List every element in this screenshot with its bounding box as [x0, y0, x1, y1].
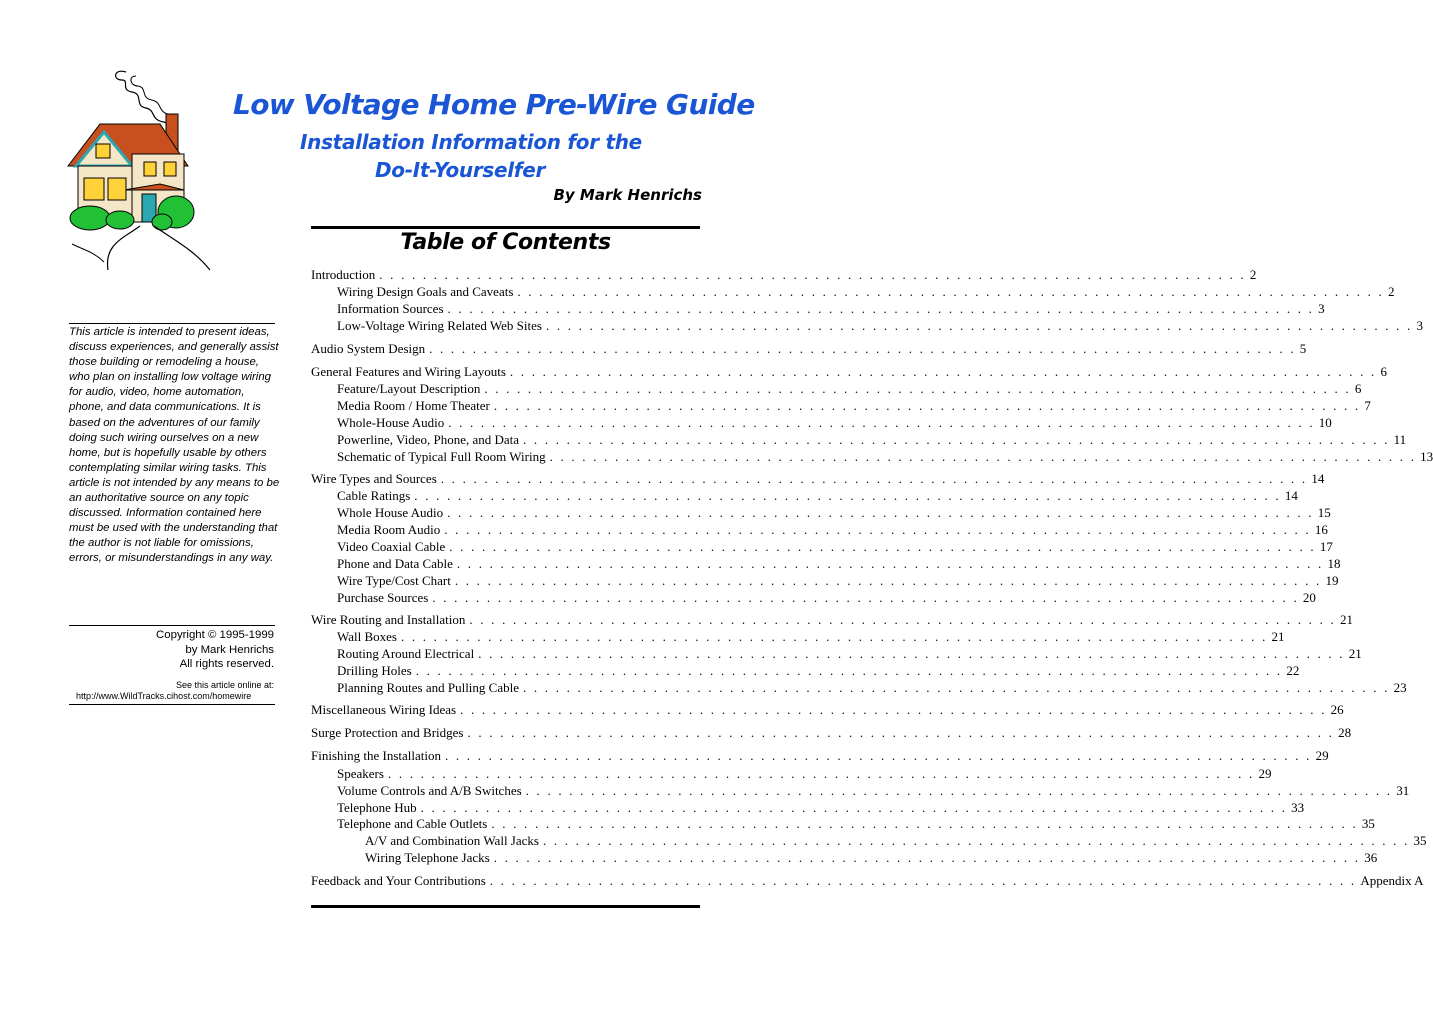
toc-entry-label: Telephone and Cable Outlets [337, 816, 488, 831]
toc-entry[interactable] [337, 766, 1272, 782]
toc-leader-dots: . . . . . . . . . . . . . . . . . . . . . . . . . . . . . . . . . . . . . . . . . . . . . . . . . . . . . . . . . . . . . . . . . . . . . . . . . . . . . . . . [387, 766, 1255, 781]
toc-leader-dots: . . . . . . . . . . . . . . . . . . . . . . . . . . . . . . . . . . . . . . . . . . . . . . . . . . . . . . . . . . . . . . . . . . . . . . . . . . . . . . . . [456, 556, 1324, 571]
house-icon [64, 66, 239, 271]
toc-entry[interactable] [337, 505, 1331, 521]
toc-entry-page: 21 [1271, 629, 1285, 644]
toc-entry-page: 21 [1339, 612, 1353, 627]
toc-entry-label: Low-Voltage Wiring Related Web Sites [337, 318, 542, 333]
toc-entry[interactable] [311, 267, 1257, 283]
toc-leader-dots: . . . . . . . . . . . . . . . . . . . . . . . . . . . . . . . . . . . . . . . . . . . . . . . . . . . . . . . . . . . . . . . . . . . . . . . . . . . . . . . . [523, 680, 1390, 695]
toc-entry-page: 5 [1299, 341, 1307, 356]
toc-entry-label: Speakers [337, 766, 384, 781]
toc-entry-label: Wire Routing and Installation [311, 612, 466, 627]
toc-entry[interactable] [337, 522, 1328, 538]
toc-entry-label: Feedback and Your Contributions [311, 873, 486, 888]
online-label: See this article online at: [175, 680, 274, 690]
toc-entry[interactable] [337, 318, 1424, 334]
toc-entry-label: Powerline, Video, Phone, and Data [337, 432, 520, 447]
rights-reserved: All rights reserved. [179, 658, 274, 670]
toc-entry[interactable] [311, 725, 1352, 741]
sidebar-top-rule [69, 323, 275, 324]
toc-leader-dots: . . . . . . . . . . . . . . . . . . . . . . . . . . . . . . . . . . . . . . . . . . . . . . . . . . . . . . . . . . . . . . . . . . . . . . . . . . . . . . . . [493, 850, 1361, 865]
online-url-link[interactable]: http://www.WildTracks.cihost.com/homewire [76, 691, 252, 701]
document-subtitle-line2: Do-It-Yourselfer [375, 158, 546, 182]
toc-entry-page: 33 [1291, 800, 1305, 815]
toc-entry-page: 31 [1396, 783, 1410, 798]
toc-entry[interactable] [337, 783, 1410, 799]
toc-entry-page: 20 [1302, 590, 1316, 605]
toc-leader-dots: . . . . . . . . . . . . . . . . . . . . . . . . . . . . . . . . . . . . . . . . . . . . . . . . . . . . . . . . . . . . . . . . . . . . . . . . . . . . . . . . [517, 284, 1384, 299]
toc-leader-dots: . . . . . . . . . . . . . . . . . . . . . . . . . . . . . . . . . . . . . . . . . . . . . . . . . . . . . . . . . . . . . . . . . . . . . . . . . . . . . . . . [523, 432, 1390, 447]
toc-entry-label: Information Sources [337, 301, 444, 316]
toc-entry-page: 19 [1325, 573, 1339, 588]
toc-entry-label: Schematic of Typical Full Room Wiring [337, 449, 546, 464]
toc-leader-dots: . . . . . . . . . . . . . . . . . . . . . . . . . . . . . . . . . . . . . . . . . . . . . . . . . . . . . . . . . . . . . . . . . . . . . . . . . . . . . . . . [525, 783, 1393, 798]
toc-entry-page: 16 [1314, 522, 1328, 537]
toc-leader-dots: . . . . . . . . . . . . . . . . . . . . . . . . . . . . . . . . . . . . . . . . . . . . . . . . . . . . . . . . . . . . . . . . . . . . . . . . . . . . . . . . [491, 816, 1358, 831]
toc-entry-label: Planning Routes and Pulling Cable [337, 680, 519, 695]
toc-entry-page: 3 [1318, 301, 1325, 316]
toc-entry-page: 11 [1393, 432, 1407, 447]
toc-leader-dots: . . . . . . . . . . . . . . . . . . . . . . . . . . . . . . . . . . . . . . . . . . . . . . . . . . . . . . . . . . . . . . . . . . . . . . . . . . . . . . . . [420, 800, 1288, 815]
toc-entry[interactable] [337, 539, 1333, 555]
toc-entry[interactable] [311, 341, 1307, 357]
toc-entry-page: 26 [1330, 702, 1344, 717]
toc-entry[interactable] [337, 432, 1407, 448]
document-title: Low Voltage Home Pre-Wire Guide [233, 88, 755, 121]
toc-leader-dots: . . . . . . . . . . . . . . . . . . . . . . . . . . . . . . . . . . . . . . . . . . . . . . . . . . . . . . . . . . . . . . . . . . . . . . . . . . . . . . . . [469, 612, 1336, 627]
toc-entry[interactable] [365, 833, 1427, 849]
toc-leader-dots: . . . . . . . . . . . . . . . . . . . . . . . . . . . . . . . . . . . . . . . . . . . . . . . . . . . . . . . . . . . . . . . . . . . . . . . . . . . . . . . . [445, 748, 1312, 763]
toc-leader-dots: . . . . . . . . . . . . . . . . . . . . . . . . . . . . . . . . . . . . . . . . . . . . . . . . . . . . . . . . . . . . . . . . . . . . . . . . . . . . . . . . [400, 629, 1268, 644]
toc-entry-label: Purchase Sources [337, 590, 429, 605]
sidebar-mid-rule [69, 625, 275, 626]
toc-leader-dots: . . . . . . . . . . . . . . . . . . . . . . . . . . . . . . . . . . . . . . . . . . . . . . . . . . . . . . . . . . . . . . . . . . . . . . . . . . . . . . . . [432, 590, 1299, 605]
toc-entry[interactable] [337, 488, 1298, 504]
toc-entry-label: Cable Ratings [337, 488, 411, 503]
toc-entry-page: 18 [1327, 556, 1341, 571]
toc-entry-page: 13 [1420, 449, 1433, 464]
toc-leader-dots: . . . . . . . . . . . . . . . . . . . . . . . . . . . . . . . . . . . . . . . . . . . . . . . . . . . . . . . . . . . . . . . . . . . . . . . . . . . . . . . . [549, 449, 1417, 464]
toc-entry-page: 3 [1416, 318, 1424, 333]
toc-entry[interactable] [311, 748, 1329, 764]
toc-entry-page: 14 [1311, 471, 1325, 486]
toc-entry-page: 6 [1354, 381, 1362, 396]
toc-entry[interactable] [311, 364, 1387, 380]
toc-entry-label: A/V and Combination Wall Jacks [365, 833, 539, 848]
toc-leader-dots: . . . . . . . . . . . . . . . . . . . . . . . . . . . . . . . . . . . . . . . . . . . . . . . . . . . . . . . . . . . . . . . . . . . . . . . . . . . . . . . . [542, 833, 1410, 848]
toc-top-rule [311, 226, 700, 229]
toc-entry-page: 2 [1249, 267, 1257, 282]
toc-entry-label: Miscellaneous Wiring Ideas [311, 702, 457, 717]
toc-entry-label: Wall Boxes [337, 629, 397, 644]
toc-entry-label: Whole House Audio [337, 505, 444, 520]
toc-entry-page: 23 [1393, 680, 1407, 695]
toc-entry-label: Media Room Audio [337, 522, 441, 537]
toc-leader-dots: . . . . . . . . . . . . . . . . . . . . . . . . . . . . . . . . . . . . . . . . . . . . . . . . . . . . . . . . . . . . . . . . . . . . . . . . . . . . . . . . [447, 505, 1314, 520]
toc-entry[interactable] [337, 415, 1332, 431]
toc-entry[interactable] [337, 449, 1433, 465]
toc-entry-label: Wiring Telephone Jacks [365, 850, 490, 865]
toc-entry-page: 22 [1286, 663, 1300, 678]
toc-entry-label: Wire Type/Cost Chart [337, 573, 451, 588]
toc-entry-page: 35 [1413, 833, 1427, 848]
document-subtitle-line1: Installation Information for the [300, 130, 642, 154]
toc-leader-dots: . . . . . . . . . . . . . . . . . . . . . . . . . . . . . . . . . . . . . . . . . . . . . . . . . . . . . . . . . . . . . . . . . . . . . . . . . . . . . . . . [493, 398, 1361, 413]
toc-entry-page: 6 [1380, 364, 1387, 379]
toc-title: Table of Contents [400, 230, 611, 255]
toc-entry-page: 35 [1361, 816, 1375, 831]
toc-entry[interactable] [337, 800, 1305, 816]
toc-entry-page: 28 [1338, 725, 1352, 740]
toc-entry-label: Introduction [311, 267, 376, 282]
toc-leader-dots: . . . . . . . . . . . . . . . . . . . . . . . . . . . . . . . . . . . . . . . . . . . . . . . . . . . . . . . . . . . . . . . . . . . . . . . . . . . . . . . . [489, 873, 1357, 888]
toc-leader-dots: . . . . . . . . . . . . . . . . . . . . . . . . . . . . . . . . . . . . . . . . . . . . . . . . . . . . . . . . . . . . . . . . . . . . . . . . . . . . . . . . [478, 646, 1345, 661]
toc-entry-label: General Features and Wiring Layouts [311, 364, 506, 379]
toc-entry-page: 29 [1315, 748, 1329, 763]
toc-leader-dots: . . . . . . . . . . . . . . . . . . . . . . . . . . . . . . . . . . . . . . . . . . . . . . . . . . . . . . . . . . . . . . . . . . . . . . . . . . . . . . . . [440, 471, 1308, 486]
toc-entry[interactable] [337, 816, 1375, 832]
toc-entry-page: 10 [1318, 415, 1332, 430]
toc-entry-page: 36 [1364, 850, 1378, 865]
toc-entry-page: 21 [1348, 646, 1362, 661]
toc-leader-dots: . . . . . . . . . . . . . . . . . . . . . . . . . . . . . . . . . . . . . . . . . . . . . . . . . . . . . . . . . . . . . . . . . . . . . . . . . . . . . . . . [449, 539, 1316, 554]
copyright-block [156, 628, 274, 672]
disclaimer-text: This article is intended to present ideas, discuss experiences, and generally assist those building or remodeling a house, who plan on installing low voltage wiring for audio, video, home automation, phone, and data communications. It is based on the adventures of our family doing such wiring ourselves on a new home, but is hopefully usable by others contemplating similar wiring tasks. This article is not intended by any means to be an authoritative source on any topic discussed. Information contained here must be used with the understanding that the author is not liable for omissions, errors, or misunderstandings in any way. [69, 326, 280, 565]
toc-entry[interactable] [337, 556, 1341, 572]
toc-leader-dots: . . . . . . . . . . . . . . . . . . . . . . . . . . . . . . . . . . . . . . . . . . . . . . . . . . . . . . . . . . . . . . . . . . . . . . . . . . . . . . . . [484, 381, 1351, 396]
toc-entry-page: 29 [1258, 766, 1272, 781]
toc-entry-label: Audio System Design [311, 341, 426, 356]
toc-entry-page: 15 [1317, 505, 1331, 520]
copyright-author: by Mark Henrichs [185, 643, 274, 656]
toc-entry[interactable] [311, 471, 1325, 487]
toc-entry-label: Telephone Hub [337, 800, 417, 815]
toc-entry[interactable] [311, 873, 1424, 889]
toc-entry[interactable] [337, 629, 1285, 645]
toc-entry-label: Finishing the Installation [311, 748, 441, 763]
toc-entry-label: Volume Controls and A/B Switches [337, 783, 522, 798]
toc-entry[interactable] [337, 381, 1362, 397]
toc-bottom-rule [311, 905, 700, 908]
toc-leader-dots: . . . . . . . . . . . . . . . . . . . . . . . . . . . . . . . . . . . . . . . . . . . . . . . . . . . . . . . . . . . . . . . . . . . . . . . . . . . . . . . . [454, 573, 1322, 588]
toc-entry-label: Wire Types and Sources [311, 471, 437, 486]
toc-leader-dots: . . . . . . . . . . . . . . . . . . . . . . . . . . . . . . . . . . . . . . . . . . . . . . . . . . . . . . . . . . . . . . . . . . . . . . . . . . . . . . . . [467, 725, 1335, 740]
toc-entry[interactable] [337, 663, 1300, 679]
toc-entry[interactable] [337, 680, 1407, 696]
toc-entry-label: Routing Around Electrical [337, 646, 475, 661]
toc-entry-page: 17 [1319, 539, 1333, 554]
toc-entry-label: Video Coaxial Cable [337, 539, 446, 554]
toc-entry[interactable] [337, 301, 1325, 317]
toc-entry[interactable] [365, 850, 1378, 866]
toc-entry-label: Wiring Design Goals and Caveats [337, 284, 514, 299]
toc-entry-label: Phone and Data Cable [337, 556, 453, 571]
toc-leader-dots: . . . . . . . . . . . . . . . . . . . . . . . . . . . . . . . . . . . . . . . . . . . . . . . . . . . . . . . . . . . . . . . . . . . . . . . . . . . . . . . . [444, 522, 1311, 537]
toc-entry-label: Whole-House Audio [337, 415, 445, 430]
toc-leader-dots: . . . . . . . . . . . . . . . . . . . . . . . . . . . . . . . . . . . . . . . . . . . . . . . . . . . . . . . . . . . . . . . . . . . . . . . . . . . . . . . . [414, 488, 1281, 503]
toc-leader-dots: . . . . . . . . . . . . . . . . . . . . . . . . . . . . . . . . . . . . . . . . . . . . . . . . . . . . . . . . . . . . . . . . . . . . . . . . . . . . . . . . [415, 663, 1283, 678]
toc-entry[interactable] [337, 646, 1362, 662]
toc-leader-dots: . . . . . . . . . . . . . . . . . . . . . . . . . . . . . . . . . . . . . . . . . . . . . . . . . . . . . . . . . . . . . . . . . . . . . . . . . . . . . . . . [460, 702, 1327, 717]
toc-entry-label: Feature/Layout Description [337, 381, 481, 396]
sidebar-bottom-rule [69, 704, 275, 705]
toc-leader-dots: . . . . . . . . . . . . . . . . . . . . . . . . . . . . . . . . . . . . . . . . . . . . . . . . . . . . . . . . . . . . . . . . . . . . . . . . . . . . . . . . [447, 301, 1315, 316]
author-byline: By Mark Henrichs [553, 186, 702, 204]
toc-entry[interactable] [337, 284, 1395, 300]
toc-entry[interactable] [311, 612, 1353, 628]
toc-entry-label: Surge Protection and Bridges [311, 725, 464, 740]
toc-entry-page: 14 [1284, 488, 1298, 503]
copyright-line: Copyright © 1995-1999 [156, 629, 274, 641]
toc-leader-dots: . . . . . . . . . . . . . . . . . . . . . . . . . . . . . . . . . . . . . . . . . . . . . . . . . . . . . . . . . . . . . . . . . . . . . . . . . . . . . . . . [429, 341, 1296, 356]
toc-leader-dots: . . . . . . . . . . . . . . . . . . . . . . . . . . . . . . . . . . . . . . . . . . . . . . . . . . . . . . . . . . . . . . . . . . . . . . . . . . . . . . . . [448, 415, 1315, 430]
toc-entry-label: Drilling Holes [337, 663, 412, 678]
toc-entry[interactable] [337, 398, 1371, 414]
toc-entry[interactable] [311, 702, 1344, 718]
toc-leader-dots: . . . . . . . . . . . . . . . . . . . . . . . . . . . . . . . . . . . . . . . . . . . . . . . . . . . . . . . . . . . . . . . . . . . . . . . . . . . . . . . . [379, 267, 1246, 282]
toc-entry[interactable] [337, 590, 1316, 606]
toc-entry-label: Media Room / Home Theater [337, 398, 490, 413]
toc-entry[interactable] [337, 573, 1339, 589]
toc-leader-dots: . . . . . . . . . . . . . . . . . . . . . . . . . . . . . . . . . . . . . . . . . . . . . . . . . . . . . . . . . . . . . . . . . . . . . . . . . . . . . . . . [509, 364, 1377, 379]
toc-entry-page: Appendix A [1360, 873, 1424, 888]
toc-entry-page: 7 [1364, 398, 1371, 413]
toc-entry-page: 2 [1387, 284, 1395, 299]
toc-leader-dots: . . . . . . . . . . . . . . . . . . . . . . . . . . . . . . . . . . . . . . . . . . . . . . . . . . . . . . . . . . . . . . . . . . . . . . . . . . . . . . . . [545, 318, 1413, 333]
